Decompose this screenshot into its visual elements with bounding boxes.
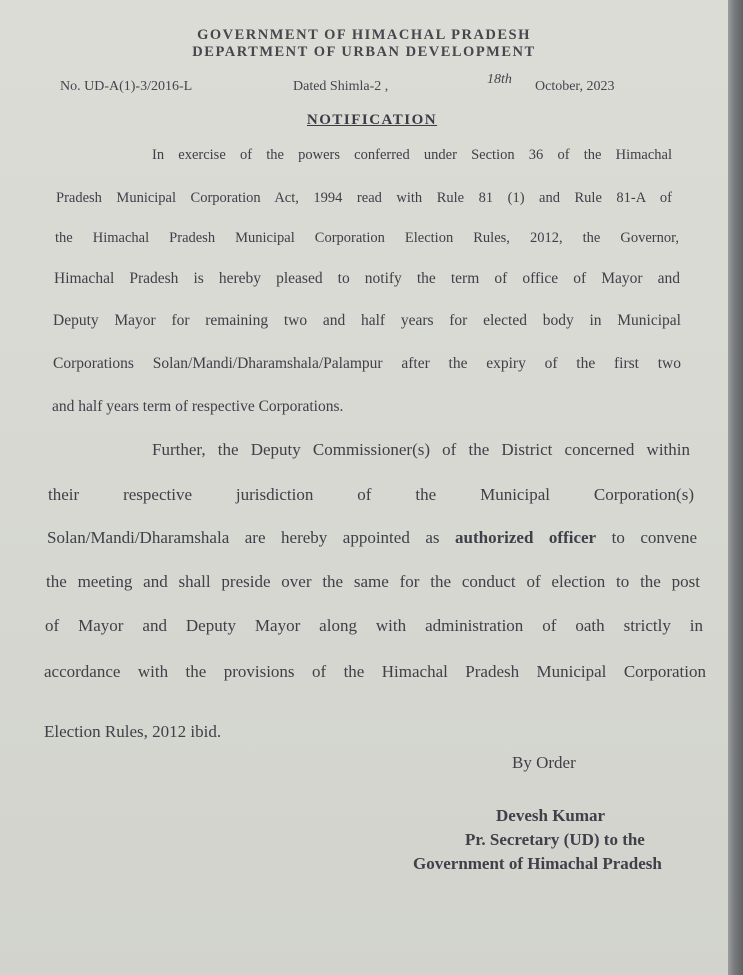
reference-dated: Dated Shimla-2 ,	[293, 79, 389, 94]
by-order: By Order	[512, 753, 576, 772]
page-edge-shadow	[728, 0, 743, 975]
paragraph1-line: Pradesh Municipal Corporation Act, 1994 read with Rule 81 (1) and Rule 81-A of	[56, 190, 672, 206]
paragraph2-text: Solan/Mandi/Dharamshala are hereby appointed as	[47, 528, 456, 547]
signatory-name: Devesh Kumar	[496, 806, 606, 825]
paragraph2-line: accordance with the provisions of the Himachal Pradesh Municipal Corporation	[44, 662, 706, 681]
paragraph2-line: of Mayor and Deputy Mayor along with administration of oath strictly in	[45, 616, 703, 635]
signatory-organization: Government of Himachal Pradesh	[413, 854, 662, 873]
paragraph1-line: In exercise of the powers conferred under Section 36 of the Himachal	[152, 147, 672, 163]
paragraph1-line: the Himachal Pradesh Municipal Corporation Election Rules, 2012, the Governor,	[55, 230, 679, 246]
reference-day-handwritten: 18th	[487, 72, 512, 87]
paragraph2-line	[47, 528, 697, 548]
paragraph2-line: Election Rules, 2012 ibid.	[44, 722, 222, 741]
reference-month-year: October, 2023	[535, 79, 615, 94]
notification-title: NOTIFICATION	[306, 112, 438, 128]
header-department: DEPARTMENT OF URBAN DEVELOPMENT	[192, 44, 536, 60]
signatory-designation: Pr. Secretary (UD) to the	[465, 830, 645, 849]
reference-number: No. UD-A(1)-3/2016-L	[60, 79, 193, 94]
authorized-officer-emphasis: authorized officer	[455, 528, 597, 547]
header-government: GOVERNMENT OF HIMACHAL PRADESH	[197, 27, 531, 43]
paragraph2-line: Further, the Deputy Commissioner(s) of the District concerned within	[152, 440, 690, 459]
paragraph1-line: Deputy Mayor for remaining two and half years for elected body in Municipal	[53, 312, 681, 329]
paragraph2-line: the meeting and shall preside over the same for the conduct of election to the post	[46, 572, 700, 591]
paragraph1-line: Himachal Pradesh is hereby pleased to notify the term of office of Mayor and	[54, 270, 680, 287]
paragraph2-text: to convene	[596, 528, 697, 547]
paragraph1-line: Corporations Solan/Mandi/Dharamshala/Palampur after the expiry of the first two	[53, 355, 681, 372]
paragraph1-line: and half years term of respective Corporations.	[52, 398, 344, 415]
paragraph2-line: their respective jurisdiction of the Municipal Corporation(s)	[48, 485, 694, 504]
